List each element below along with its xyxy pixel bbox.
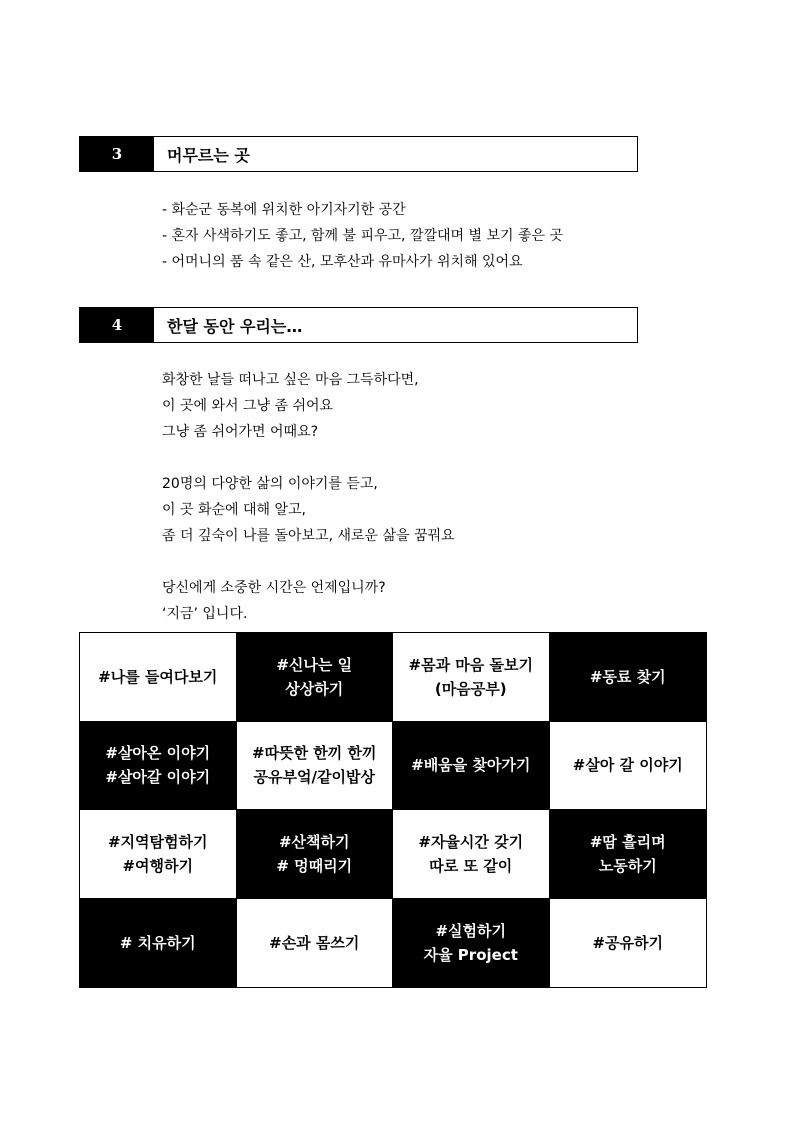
paragraph-line: ‘지금’ 입니다. xyxy=(162,606,248,622)
section-4-header xyxy=(79,307,638,343)
activity-label: # 멍때리기 xyxy=(276,856,353,875)
section-4-text xyxy=(162,367,455,627)
section-number: 3 xyxy=(80,137,154,171)
activity-cell xyxy=(237,899,394,988)
activity-label: #신나는 일 xyxy=(276,655,353,674)
activity-label: #지역탐험하기 xyxy=(107,832,208,851)
activity-label: #나를 들여다보기 xyxy=(98,667,218,686)
activity-label: #실험하기 xyxy=(435,921,507,940)
paragraph-gap xyxy=(162,549,455,575)
activity-label: 노동하기 xyxy=(598,856,657,875)
list-item: - 화순군 동복에 위치한 아기자기한 공간 xyxy=(162,202,406,218)
activity-label: #몸과 마음 돌보기 xyxy=(408,655,533,674)
paragraph-line: 그냥 좀 쉬어가면 어때요? xyxy=(162,424,319,440)
activity-label: #공유하기 xyxy=(592,933,664,952)
activity-label: # 치유하기 xyxy=(119,933,196,952)
paragraph-line: 이 곳에 와서 그냥 좀 쉬어요 xyxy=(162,398,334,414)
activity-cell xyxy=(393,633,550,722)
list-item: - 혼자 사색하기도 좋고, 함께 불 피우고, 깔깔대며 별 보기 좋은 곳 xyxy=(162,228,564,244)
activity-label: #배움을 찾아가기 xyxy=(411,756,531,775)
section-3-header xyxy=(79,136,638,172)
activity-label: 공유부엌/같이밥상 xyxy=(253,768,375,787)
activity-label: 상상하기 xyxy=(285,679,344,698)
paragraph-line: 화창한 날들 떠나고 싶은 마음 그득하다면, xyxy=(162,372,419,388)
section-3-list xyxy=(162,197,563,275)
activity-cell xyxy=(237,722,394,811)
activity-cell xyxy=(237,633,394,722)
paragraph-line: 당신에게 소중한 시간은 언제입니까? xyxy=(162,580,386,596)
activity-cell xyxy=(80,899,237,988)
section-title: 한달 동안 우리는… xyxy=(154,308,637,342)
section-number: 4 xyxy=(80,308,154,342)
paragraph-line: 20명의 다양한 삶의 이야기를 듣고, xyxy=(162,476,378,492)
activity-label: #산책하기 xyxy=(278,832,350,851)
activity-label: #손과 몸쓰기 xyxy=(269,933,360,952)
activity-grid xyxy=(79,632,707,988)
paragraph-line: 이 곳 화순에 대해 알고, xyxy=(162,502,306,518)
activity-label: #살아갈 이야기 xyxy=(105,768,211,787)
activity-label: 따로 또 같이 xyxy=(429,856,513,875)
activity-label: #땀 흘리며 xyxy=(589,832,666,851)
activity-cell xyxy=(393,722,550,811)
activity-label: #살아 갈 이야기 xyxy=(572,756,683,775)
list-item: - 어머니의 품 속 같은 산, 모후산과 유마사가 위치해 있어요 xyxy=(162,254,523,270)
activity-label: #자율시간 갖기 xyxy=(418,832,524,851)
paragraph-line: 좀 더 깊숙이 나를 돌아보고, 새로운 삶을 꿈꿔요 xyxy=(162,528,455,544)
activity-label: (마음공부) xyxy=(434,679,507,698)
activity-label: #따뜻한 한끼 한끼 xyxy=(252,744,377,763)
paragraph-gap xyxy=(162,445,455,471)
activity-label: #여행하기 xyxy=(122,856,194,875)
activity-cell xyxy=(80,633,237,722)
activity-cell xyxy=(550,722,707,811)
activity-cell xyxy=(550,810,707,899)
activity-cell xyxy=(80,810,237,899)
section-title: 머무르는 곳 xyxy=(154,137,637,171)
activity-label: #살아온 이야기 xyxy=(105,744,211,763)
activity-cell xyxy=(80,722,237,811)
activity-cell xyxy=(237,810,394,899)
activity-cell xyxy=(393,810,550,899)
activity-label: #동료 찾기 xyxy=(589,667,666,686)
activity-cell xyxy=(550,633,707,722)
activity-label: 자율 Project xyxy=(423,945,518,964)
activity-cell xyxy=(550,899,707,988)
activity-cell xyxy=(393,899,550,988)
